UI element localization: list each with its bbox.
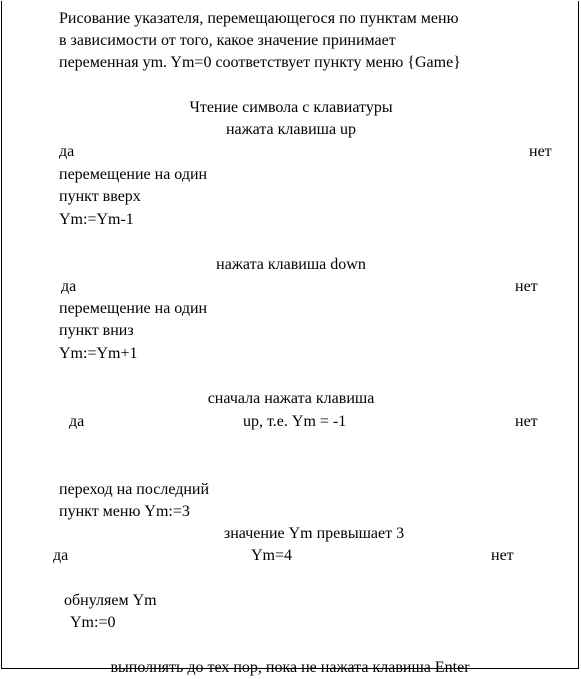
down-condition: нажата клавиша down (216, 256, 366, 273)
up-action-line-3: Ym:=Ym-1 (59, 211, 134, 228)
first-yes-label: да (69, 413, 85, 430)
overflow-yes-label: да (53, 547, 69, 564)
first-condition-line-2: up, т.е. Ym = -1 (243, 413, 347, 430)
header-line-1: Рисование указателя, перемещающегося по пунктам меню (59, 10, 459, 27)
overflow-condition-line-1: значение Ym превышает 3 (223, 525, 405, 542)
overflow-action-line-1: обнуляем Ym (64, 592, 157, 609)
down-action-line-2: пункт вниз (59, 322, 134, 339)
overflow-condition-line-2: Ym=4 (251, 547, 293, 564)
overflow-action-line-2: Ym:=0 (70, 614, 116, 631)
read-key-step: Чтение символа с клавиатуры (189, 99, 393, 116)
down-yes-label: да (61, 278, 77, 295)
first-no-label: нет (515, 413, 538, 430)
first-action-line-1: переход на последний (59, 481, 210, 498)
loop-condition: выполнять до тех пор, пока не нажата клавиша Enter (110, 659, 470, 676)
up-no-label: нет (529, 143, 552, 160)
up-action-line-2: пункт вверх (59, 188, 141, 205)
down-no-label: нет (515, 278, 538, 295)
header-line-3: переменная ym. Ym=0 соответствует пункту меню {Game} (59, 54, 461, 71)
up-yes-label: да (59, 143, 75, 160)
header-line-2: в зависимости от того, какое значение принимает (59, 32, 396, 49)
first-action-line-2: пункт меню Ym:=3 (59, 503, 190, 520)
up-action-line-1: перемещение на один (59, 166, 208, 183)
first-condition-line-1: сначала нажата клавиша (207, 390, 375, 407)
overflow-no-label: нет (491, 547, 514, 564)
up-condition: нажата клавиша up (225, 121, 357, 138)
down-action-line-1: перемещение на один (59, 300, 208, 317)
down-action-line-3: Ym:=Ym+1 (59, 345, 138, 362)
